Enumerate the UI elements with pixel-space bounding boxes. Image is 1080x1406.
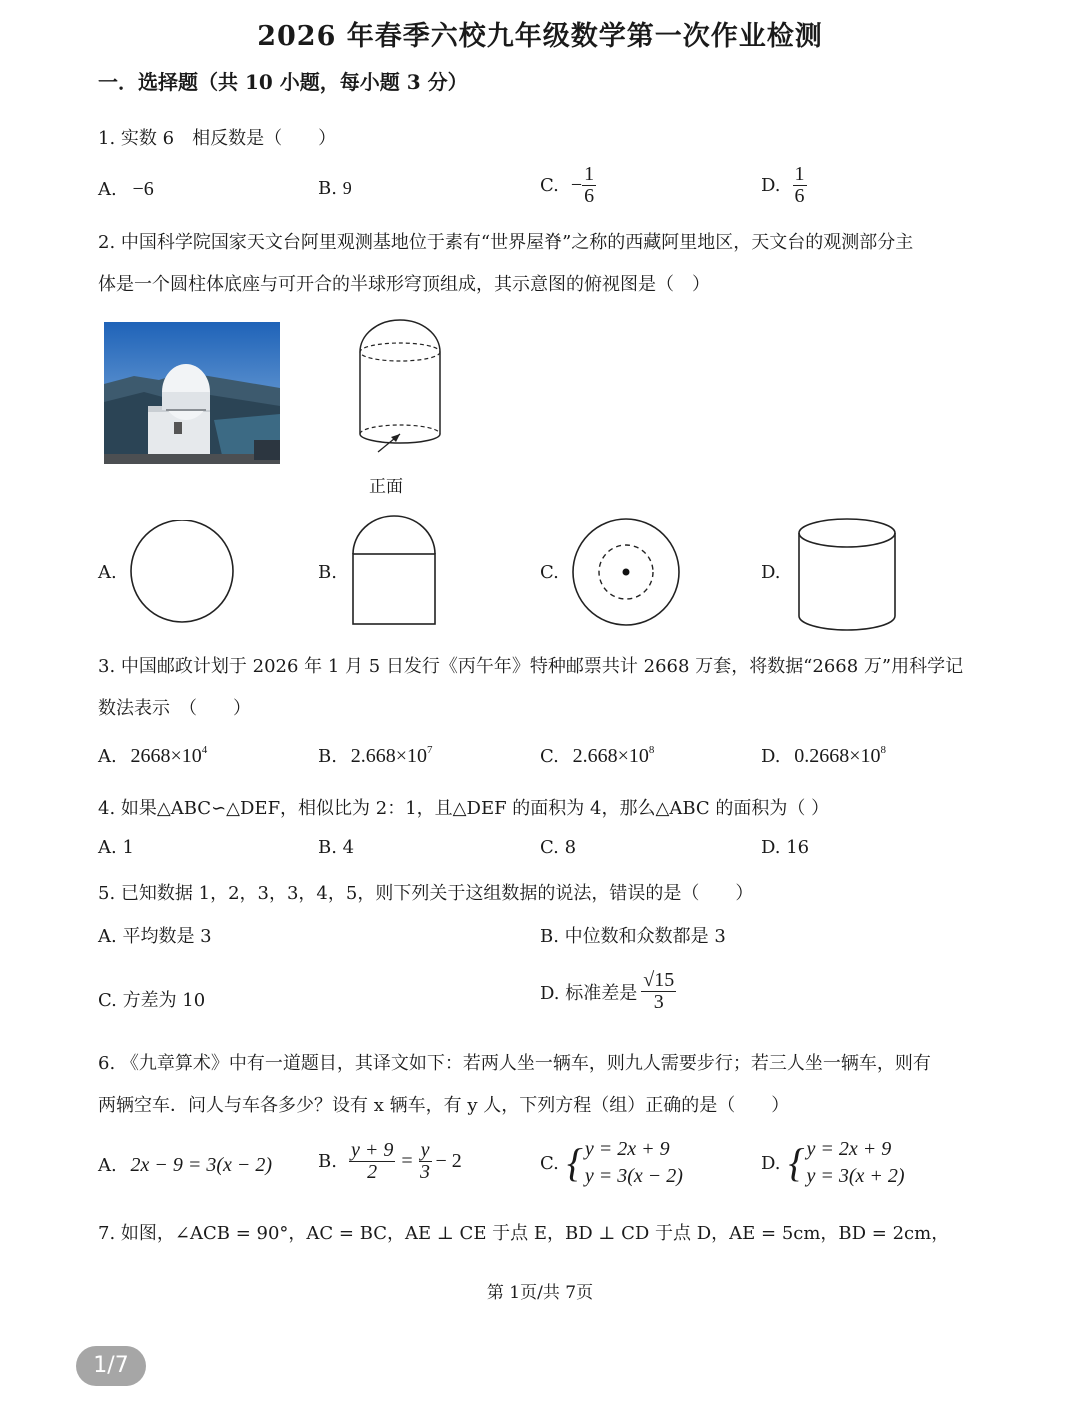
numerator: 1 bbox=[794, 163, 805, 185]
page-footer: 第 1页/共 7页 bbox=[486, 1283, 594, 1303]
q2-option-a-label: A. bbox=[98, 562, 117, 583]
mantissa: 2.668×10 bbox=[572, 745, 649, 767]
numerator: 1 bbox=[584, 163, 595, 185]
q3-option-d bbox=[761, 744, 886, 768]
denominator: 6 bbox=[794, 185, 805, 207]
option-value bbox=[794, 745, 886, 767]
q6-option-c bbox=[540, 1136, 683, 1190]
q1-option-b bbox=[318, 178, 352, 199]
q1-option-c bbox=[540, 164, 596, 207]
exponent: 8 bbox=[648, 744, 655, 756]
option-value: 9 bbox=[342, 178, 352, 198]
q4-option-c: C. 8 bbox=[540, 837, 577, 858]
denominator: 3 bbox=[653, 991, 664, 1013]
q3-option-a bbox=[98, 744, 207, 768]
denominator: 3 bbox=[420, 1161, 431, 1183]
q4-option-d: D. 16 bbox=[761, 837, 810, 858]
q5-option-b: B. 中位数和众数都是 3 bbox=[540, 926, 726, 947]
exponent: 8 bbox=[880, 744, 887, 756]
mantissa: 2668×10 bbox=[130, 745, 202, 767]
equation-system bbox=[789, 1136, 905, 1190]
equation-row-2: y = 3(x − 2) bbox=[584, 1165, 683, 1187]
q2-option-c-label: C. bbox=[540, 562, 559, 583]
q6-option-a bbox=[98, 1154, 272, 1177]
fraction bbox=[793, 164, 807, 207]
dome-rectangle-shape bbox=[352, 514, 436, 626]
exponent: 7 bbox=[426, 744, 433, 756]
equation: 2x − 9 = 3(x − 2) bbox=[130, 1154, 273, 1176]
exam-title: 2026 年春季六校九年级数学第一次作业检测 bbox=[257, 21, 823, 52]
denominator: 6 bbox=[584, 185, 595, 207]
cylinder-shape bbox=[796, 516, 898, 632]
option-label: C. bbox=[540, 175, 559, 196]
question-6-line-2: 两辆空车．问人与车各多少？设有 x 辆车，有 y 人，下列方程（组）正确的是（ ） bbox=[98, 1095, 790, 1116]
circle-shape bbox=[128, 520, 236, 624]
option-label: B. bbox=[318, 178, 337, 199]
numerator: y bbox=[420, 1139, 430, 1161]
observatory-diagram bbox=[352, 316, 452, 456]
mantissa: 0.2668×10 bbox=[794, 745, 881, 767]
option-label: A. bbox=[98, 179, 117, 200]
section-heading: 一．选择题（共 10 小题，每小题 3 分） bbox=[98, 70, 468, 94]
q6-option-d bbox=[761, 1136, 905, 1190]
mantissa: 2.668×10 bbox=[350, 745, 427, 767]
q2-option-b-label: B. bbox=[318, 562, 337, 583]
question-3-line-1: 3. 中国邮政计划于 2026 年 1 月 5 日发行《丙午年》特种邮票共计 2668 万套，将数据“2668 万”用科学记 bbox=[98, 656, 964, 677]
equation-row-1: y = 2x + 9 bbox=[584, 1138, 670, 1160]
fraction bbox=[641, 970, 676, 1013]
q5-option-d bbox=[540, 970, 676, 1013]
option-text: D. 标准差是 bbox=[540, 982, 638, 1004]
equation-system bbox=[567, 1136, 683, 1190]
fraction bbox=[582, 164, 596, 207]
option-label: A. bbox=[98, 1155, 117, 1176]
exponent: 4 bbox=[201, 744, 208, 756]
front-view-label: 正面 bbox=[369, 477, 403, 497]
question-1-stem: 1. 实数 6 相反数是（ ） bbox=[98, 128, 337, 149]
option-value bbox=[130, 745, 207, 767]
q1-option-a bbox=[98, 178, 154, 201]
question-7-stem: 7. 如图，∠ACB = 90°，AC = BC，AE ⊥ CE 于点 E，BD ⊥ CD 于点 D，AE = 5cm，BD = 2cm， bbox=[98, 1223, 950, 1244]
q3-option-b bbox=[318, 744, 432, 768]
equals-sign: = bbox=[401, 1150, 413, 1172]
option-label: C. bbox=[540, 746, 559, 767]
numerator: √15 bbox=[643, 969, 675, 991]
fraction-right bbox=[419, 1140, 432, 1183]
question-6-line-1: 6. 《九章算术》中有一道题目，其译文如下：若两人坐一辆车，则九人需要步行；若三人坐一辆车，则有 bbox=[98, 1053, 931, 1074]
concentric-circles-shape bbox=[570, 518, 682, 626]
question-3-line-2: 数法表示 （ ） bbox=[98, 698, 251, 719]
option-label: B. bbox=[318, 1151, 337, 1172]
option-label: A. bbox=[98, 746, 117, 767]
q6-option-b bbox=[318, 1140, 462, 1183]
option-value bbox=[351, 745, 433, 767]
brace: { bbox=[566, 1140, 583, 1185]
equation-row-1: y = 2x + 9 bbox=[806, 1138, 892, 1160]
page-indicator[interactable]: 1/7 bbox=[76, 1346, 146, 1386]
q2-option-d-label: D. bbox=[761, 562, 781, 583]
brace: { bbox=[788, 1140, 805, 1185]
option-label: D. bbox=[761, 175, 781, 196]
question-2-line-2: 体是一个圆柱体底座与可开合的半球形穹顶组成，其示意图的俯视图是（ ） bbox=[98, 274, 710, 295]
option-value bbox=[573, 745, 655, 767]
q4-option-b: B. 4 bbox=[318, 837, 355, 858]
q5-option-c: C. 方差为 10 bbox=[98, 990, 206, 1011]
question-5-stem: 5. 已知数据 1，2，3，3，4，5，则下列关于这组数据的说法，错误的是（ ） bbox=[98, 883, 754, 904]
q1-option-d bbox=[761, 164, 807, 207]
minus-sign: − bbox=[570, 174, 583, 196]
question-4-stem: 4. 如果△ABC∽△DEF，相似比为 2：1，且△DEF 的面积为 4，那么△ABC 的面积为（ ） bbox=[98, 798, 830, 819]
observatory-photo bbox=[104, 322, 280, 464]
denominator: 2 bbox=[367, 1161, 378, 1183]
q5-option-a: A. 平均数是 3 bbox=[98, 926, 212, 947]
numerator: y + 9 bbox=[350, 1139, 394, 1161]
option-label: B. bbox=[318, 746, 337, 767]
fraction-left bbox=[349, 1140, 395, 1183]
q3-option-c bbox=[540, 744, 654, 768]
option-value: −6 bbox=[132, 178, 154, 200]
q4-option-a: A. 1 bbox=[98, 837, 134, 858]
equation-row-2: y = 3(x + 2) bbox=[806, 1165, 905, 1187]
option-label: D. bbox=[761, 1152, 781, 1174]
question-2-line-1: 2. 中国科学院国家天文台阿里观测基地位于素有“世界屋脊”之称的西藏阿里地区，天文台的观测部分主 bbox=[98, 232, 914, 253]
equation-tail: − 2 bbox=[435, 1150, 462, 1172]
option-label: C. bbox=[540, 1152, 559, 1174]
option-label: D. bbox=[761, 746, 781, 767]
